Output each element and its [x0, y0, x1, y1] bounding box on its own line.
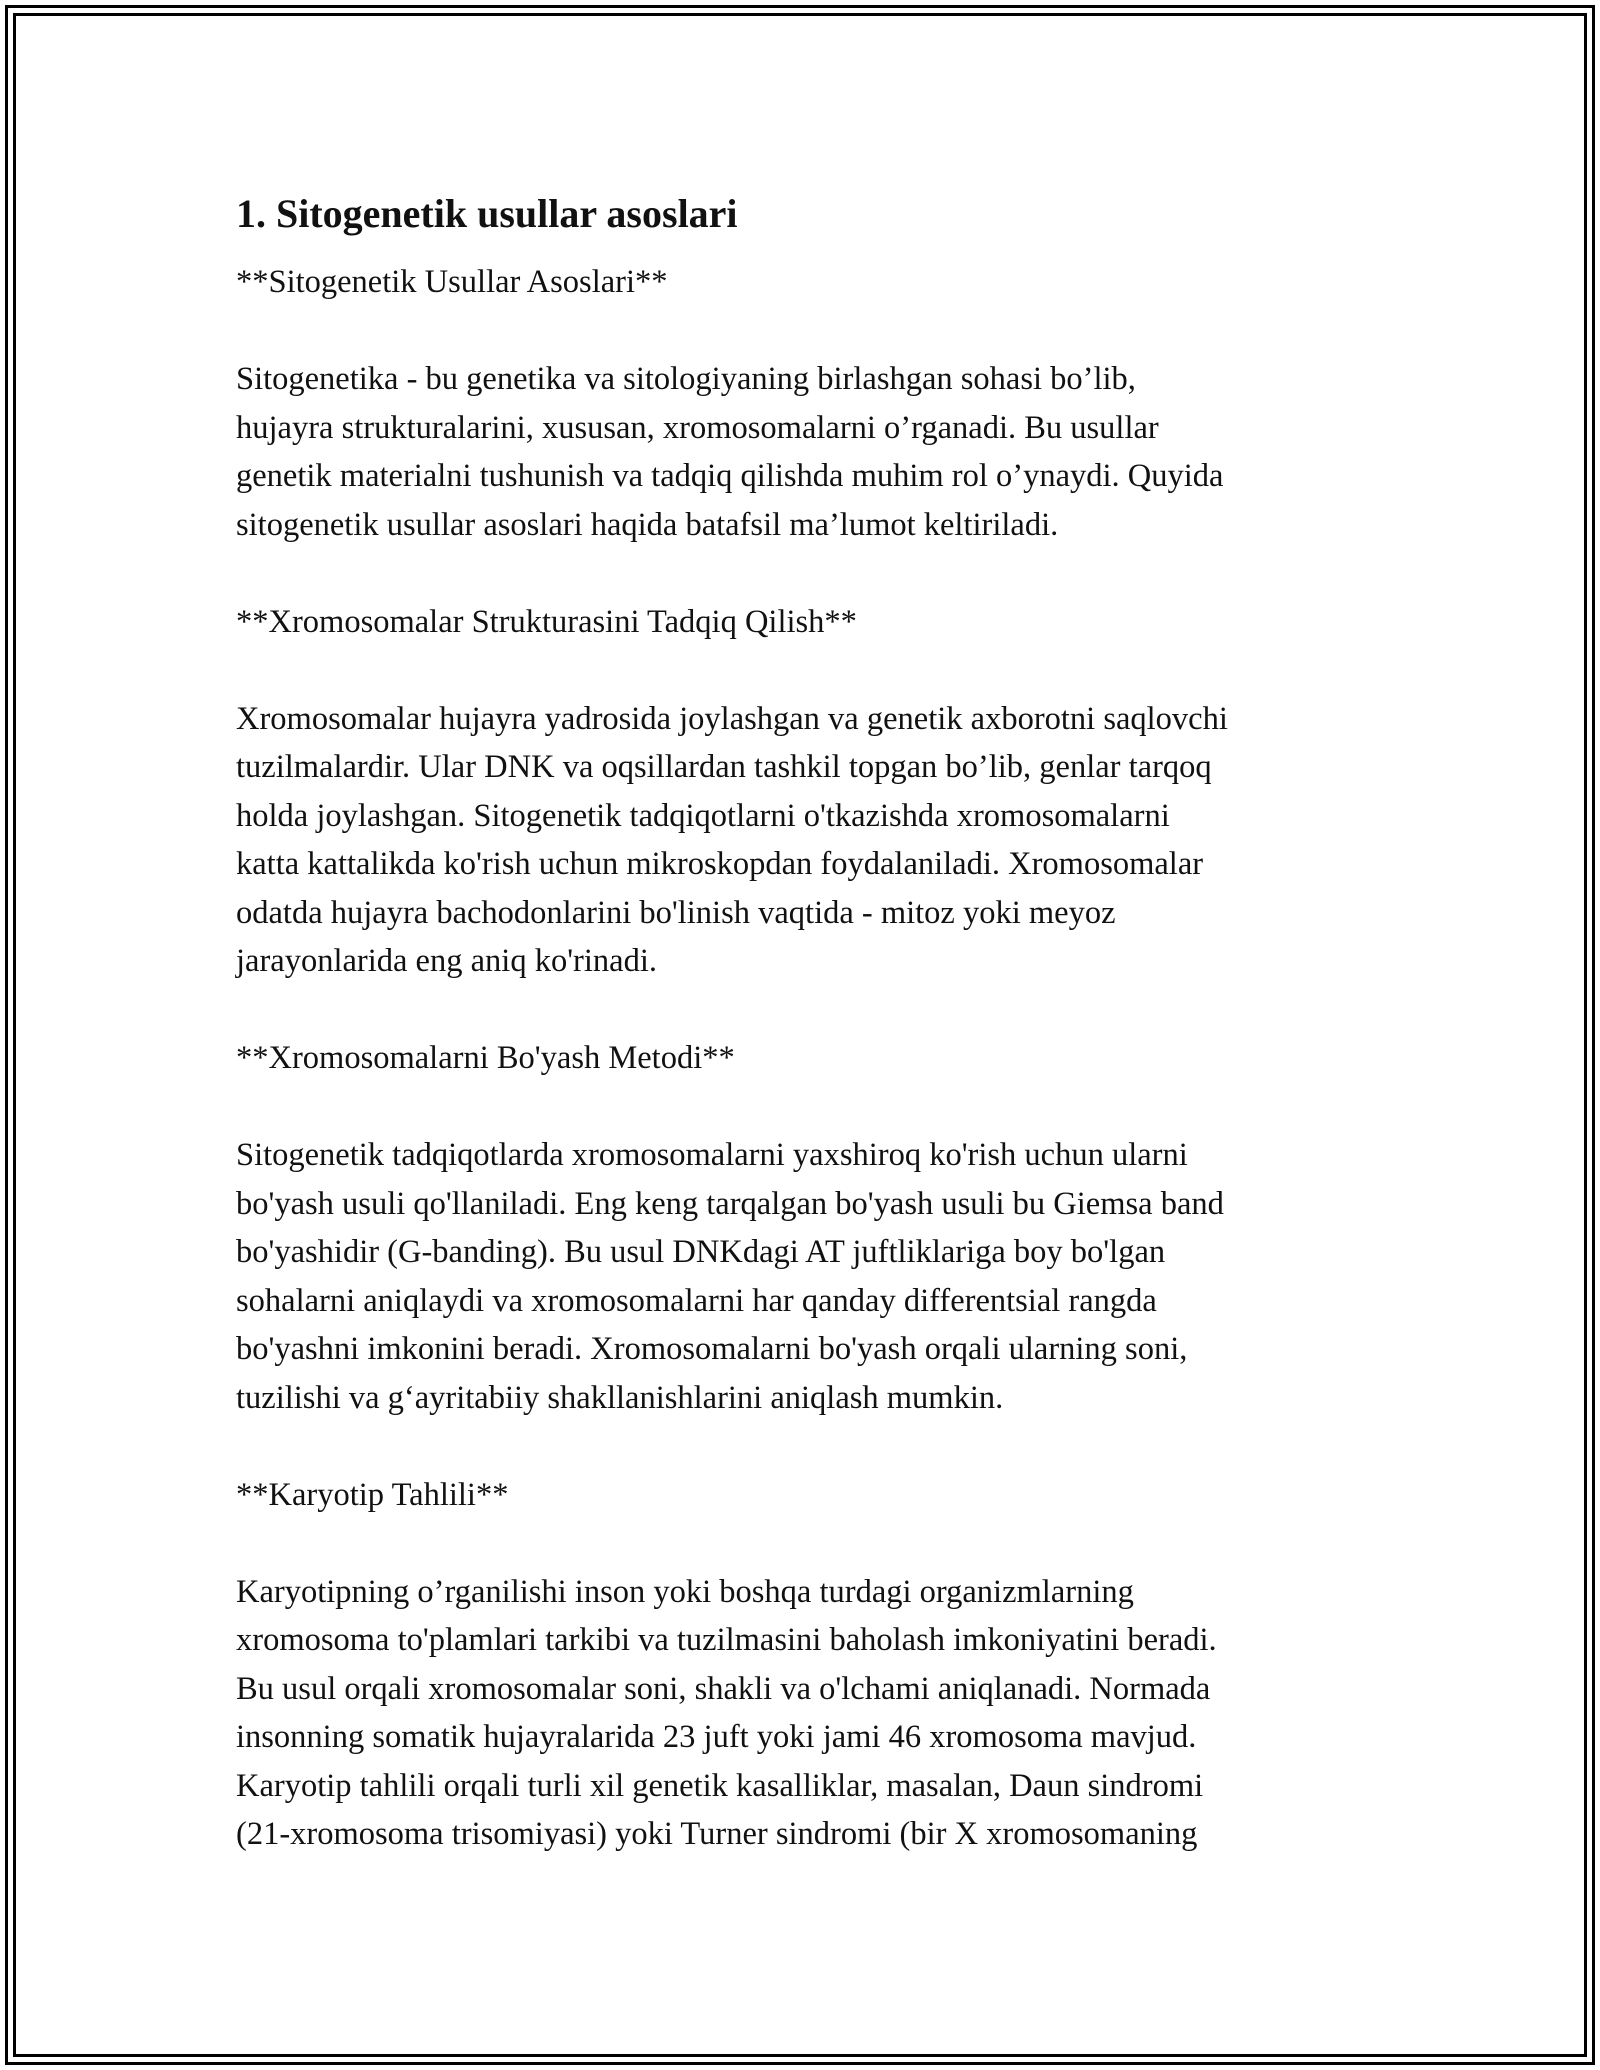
text-line: bo'yash usuli qo'llaniladi. Eng keng tarqalgan bo'yash usuli bu Giemsa band: [236, 1185, 1224, 1222]
document-title: 1. Sitogenetik usullar asoslari: [236, 191, 738, 236]
text-line: hujayra strukturalarini, xususan, xromosomalarni o’rganadi. Bu usullar: [236, 409, 1159, 446]
text-line: **Xromosomalarni Bo'yash Metodi**: [236, 1040, 735, 1076]
paragraph-gap: [236, 1422, 1366, 1471]
section-heading: [236, 598, 1366, 647]
text-line: bo'yashidir (G-banding). Bu usul DNKdagi AT juftliklariga boy bo'lgan: [236, 1234, 1166, 1270]
paragraph: [236, 355, 1366, 549]
text-line: Xromosomalar hujayra yadrosida joylashgan va genetik axborotni saqlovchi: [236, 700, 1228, 737]
text-line: odatda hujayra bachodonlarini bo'linish vaqtida - mitoz yoki meyoz: [236, 894, 1116, 931]
text-line: xromosoma to'plamlari tarkibi va tuzilmasini baholash imkoniyatini beradi.: [236, 1622, 1217, 1658]
paragraph: [236, 1131, 1366, 1422]
text-line: **Xromosomalar Strukturasini Tadqiq Qilish**: [236, 603, 857, 640]
text-line: katta kattalikda ko'rish uchun mikroskopdan foydalaniladi. Xromosomalar: [236, 846, 1204, 882]
text-line: Sitogenetik tadqiqotlarda xromosomalarni yaxshiroq ko'rish uchun ularni: [236, 1137, 1188, 1173]
paragraph-gap: [236, 307, 1366, 356]
text-line: Karyotip tahlili orqali turli xil genetik kasalliklar, masalan, Daun sindromi: [236, 1767, 1204, 1804]
paragraph-gap: [236, 1519, 1366, 1568]
paragraph-gap: [236, 549, 1366, 598]
section-heading: [236, 1471, 1366, 1520]
paragraph: [236, 695, 1366, 986]
text-line: Bu usul orqali xromosomalar soni, shakli va o'lchami aniqlanadi. Normada: [236, 1670, 1211, 1707]
paragraph-gap: [236, 986, 1366, 1035]
text-line: (21-xromosoma trisomiyasi) yoki Turner sindromi (bir X xromosomaning: [236, 1816, 1198, 1852]
text-line: holda joylashgan. Sitogenetik tadqiqotlarni o'tkazishda xromosomalarni: [236, 797, 1170, 834]
paragraph-gap: [236, 1083, 1366, 1132]
text-line: sitogenetik usullar asoslari haqida batafsil ma’lumot keltiriladi.: [236, 506, 1059, 543]
paragraph: [236, 1568, 1366, 1859]
document-body: [236, 258, 1366, 1859]
text-line: jarayonlarida eng aniq ko'rinadi.: [236, 943, 657, 979]
text-line: **Karyotip Tahlili**: [236, 1476, 509, 1513]
paragraph-gap: [236, 646, 1366, 695]
text-line: **Sitogenetik Usullar Asoslari**: [236, 264, 668, 300]
text-line: tuzilmalardir. Ular DNK va oqsillardan tashkil topgan bo’lib, genlar tarqoq: [236, 749, 1212, 785]
text-line: Sitogenetika - bu genetika va sitologiyaning birlashgan sohasi bo’lib,: [236, 361, 1136, 397]
document-content: [236, 186, 1366, 1859]
text-line: genetik materialni tushunish va tadqiq qilishda muhim rol o’ynaydi. Quyida: [236, 458, 1224, 494]
text-line: Karyotipning o’rganilishi inson yoki boshqa turdagi organizmlarning: [236, 1573, 1134, 1610]
section-heading: [236, 1034, 1366, 1083]
section-heading: [236, 258, 1366, 307]
text-line: sohalarni aniqlaydi va xromosomalarni har qanday differentsial rangda: [236, 1282, 1157, 1319]
text-line: bo'yashni imkonini beradi. Xromosomalarni bo'yash orqali ularning soni,: [236, 1331, 1188, 1367]
text-line: insonning somatik hujayralarida 23 juft yoki jami 46 xromosoma mavjud.: [236, 1719, 1197, 1755]
text-line: tuzilishi va g‘ayritabiiy shakllanishlarini aniqlash mumkin.: [236, 1379, 1004, 1416]
